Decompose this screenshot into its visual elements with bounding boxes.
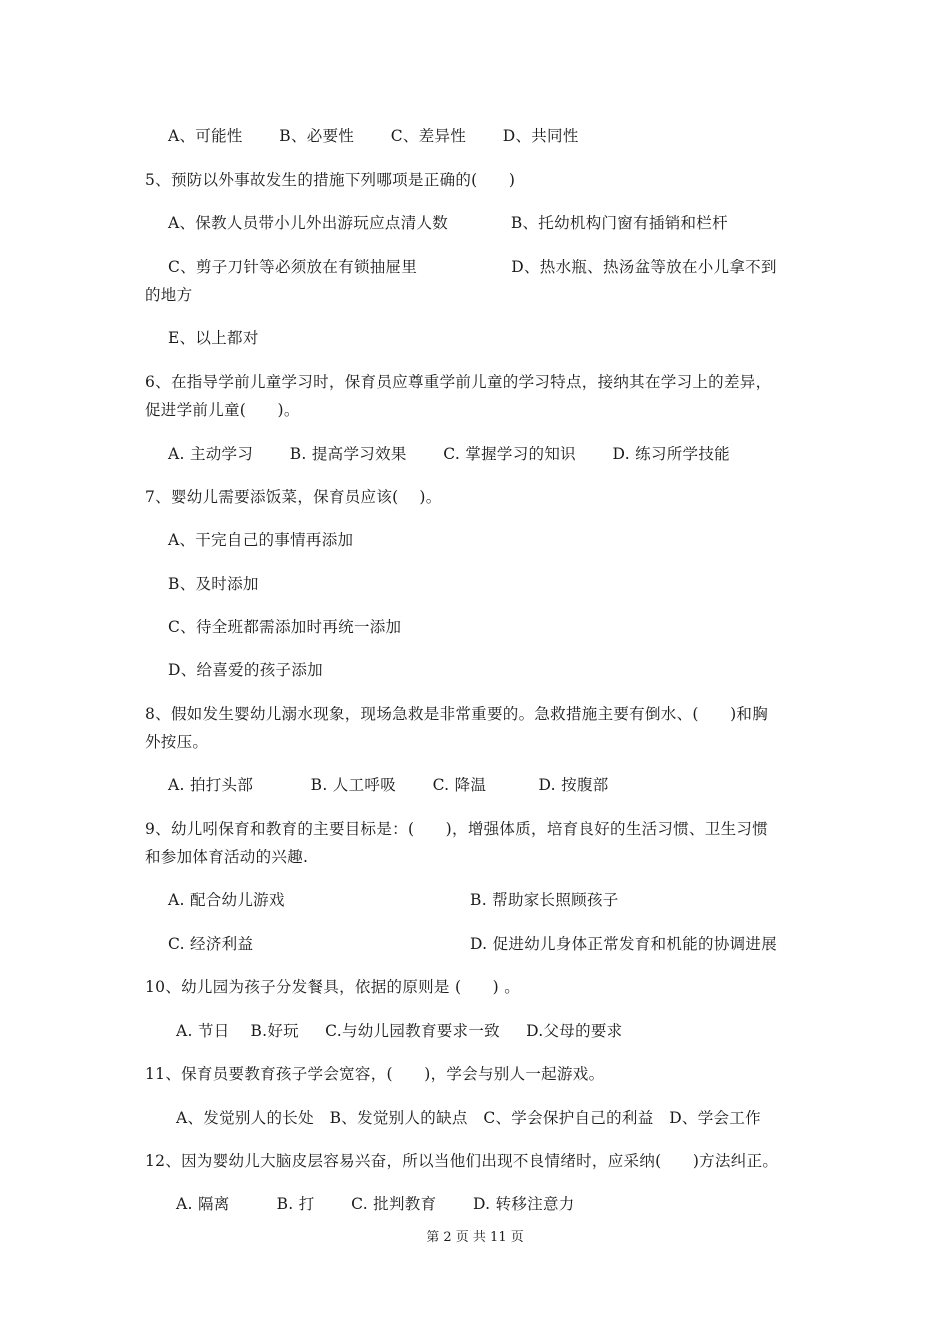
q10-stem: 10、幼儿园为孩子分发餐具，依据的原则是 ( ) 。 xyxy=(145,978,521,996)
q9-stem-line2: 和参加体育活动的兴趣. xyxy=(145,848,309,866)
q9-option-a: A. 配合幼儿游戏 xyxy=(168,891,285,909)
q9-option-b: B. 帮助家长照顾孩子 xyxy=(470,891,619,909)
q5-options-cd: C、剪子刀针等必须放在有锁抽屉里 D、热水瓶、热汤盆等放在小儿拿不到 xyxy=(168,258,777,276)
q7-option-b: B、及时添加 xyxy=(168,575,259,593)
q5-options-cd-cont: 的地方 xyxy=(145,286,193,304)
q10-options: A. 节日 B.好玩 C.与幼儿园教育要求一致 D.父母的要求 xyxy=(176,1022,623,1040)
q7-option-c: C、待全班都需添加时再统一添加 xyxy=(168,618,402,636)
q8-options: A. 拍打头部 B. 人工呼吸 C. 降温 D. 按腹部 xyxy=(168,776,609,794)
q9-option-d: D. 促进幼儿身体正常发育和机能的协调进展 xyxy=(470,935,778,953)
q7-option-d: D、给喜爱的孩子添加 xyxy=(168,661,323,679)
q5-stem: 5、预防以外事故发生的措施下列哪项是正确的( ) xyxy=(145,171,516,189)
q11-options: A、发觉别人的长处 B、发觉别人的缺点 C、学会保护自己的利益 D、学会工作 xyxy=(176,1109,761,1127)
q6-stem-line2: 促进学前儿童( )。 xyxy=(145,401,300,419)
q7-option-a: A、干完自己的事情再添加 xyxy=(168,531,354,549)
q9-stem-line1: 9、幼儿吲保育和教育的主要目标是：( )，增强体质，培育良好的生活习惯、卫生习惯 xyxy=(145,820,769,838)
q8-stem-line1: 8、假如发生婴幼儿溺水现象，现场急救是非常重要的。急救措施主要有倒水、( )和胸 xyxy=(145,705,769,723)
q6-options: A. 主动学习 B. 提高学习效果 C. 掌握学习的知识 D. 练习所学技能 xyxy=(168,445,730,463)
q7-stem: 7、婴幼儿需要添饭菜，保育员应该( )。 xyxy=(145,488,442,506)
q6-stem-line1: 6、在指导学前儿童学习时，保育员应尊重学前儿童的学习特点，接纳其在学习上的差异， xyxy=(145,373,772,391)
q5-options-ab: A、保教人员带小儿外出游玩应点清人数 B、托幼机构门窗有插销和栏杆 xyxy=(168,214,728,232)
q4-options: A、可能性 B、必要性 C、差异性 D、共同性 xyxy=(168,127,579,145)
q12-stem: 12、因为婴幼儿大脑皮层容易兴奋，所以当他们出现不良情绪时，应采纳( )方法纠正。 xyxy=(145,1152,779,1170)
q8-stem-line2: 外按压。 xyxy=(145,733,209,751)
q5-option-e: E、以上都对 xyxy=(168,329,259,347)
page-number-footer: 第 2 页 共 11 页 xyxy=(426,1230,524,1245)
q12-options: A. 隔离 B. 打 C. 批判教育 D. 转移注意力 xyxy=(176,1195,575,1213)
q11-stem: 11、保育员要教育孩子学会宽容，( )，学会与别人一起游戏。 xyxy=(145,1065,605,1083)
q9-option-c: C. 经济利益 xyxy=(168,935,254,953)
